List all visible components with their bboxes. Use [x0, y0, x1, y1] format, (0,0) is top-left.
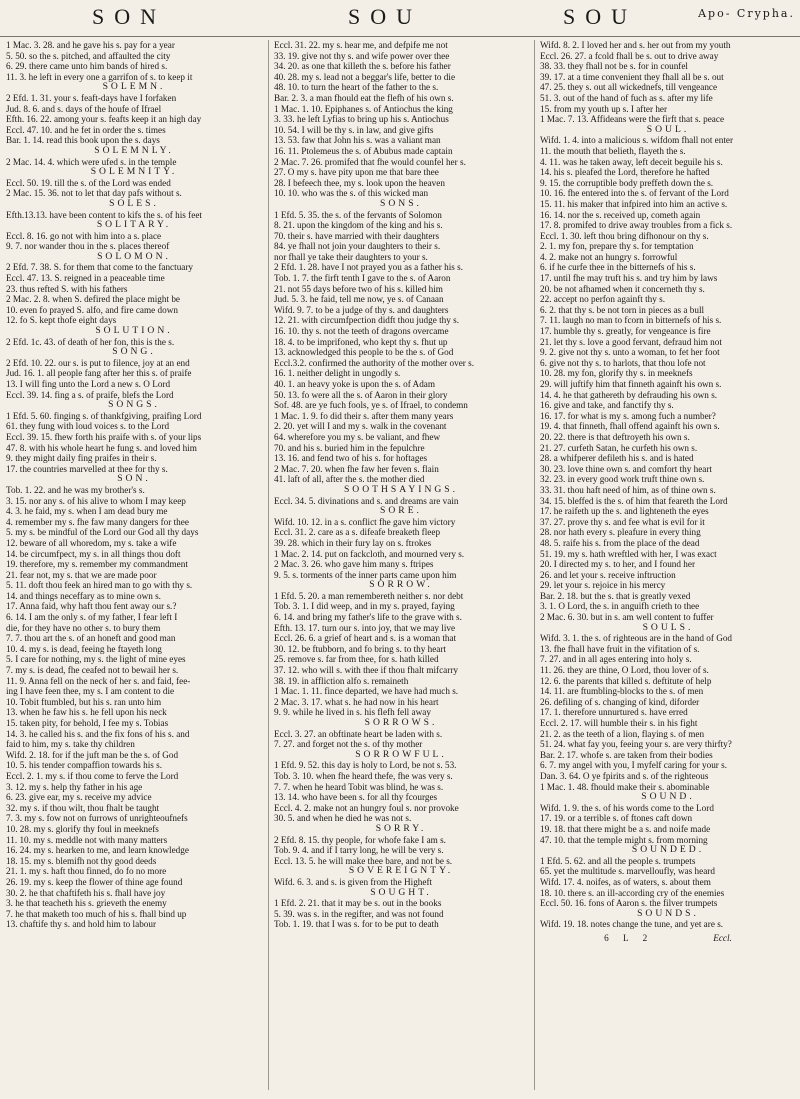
concordance-line: Tob. 3. 10. when fhe heard thefe, fhe was very s. [274, 770, 453, 781]
concordance-line: Efth.13.13. have been content to kifs the s. of his feet [6, 209, 202, 220]
concordance-line: 4. remember my s. fhe faw many dangers for thee [6, 516, 189, 527]
concordance-line: 1 Mac. 3. 28. and he gave his s. pay for a year [6, 40, 175, 50]
concordance-line: 2 Mac. 3. 26. who gave him many s. ftripes [274, 559, 434, 570]
concordance-line: 32. 23. in every good work truft thine own s. [540, 474, 705, 485]
concordance-line: 15. taken pity, for behold, I fee my s. Tobias [6, 718, 169, 728]
concordance-line: 2 Efd. 8. 15. thy people, for whofe fake I am s. [274, 834, 446, 845]
concordance-line: Eccl. 8. 16. go not with him into a s. place [6, 230, 162, 241]
concordance-line: 20. 22. there is that deftroyeth his own s. [540, 431, 690, 442]
concordance-line: faid to him, my s. take thy children [6, 739, 135, 750]
concordance-line: 6. 7. my angel with you, I myfelf caring for your s. [540, 760, 728, 771]
concordance-line: Eccl. 1. 30. left thou bring difhonour on thy s. [540, 230, 709, 241]
concordance-line: 7. 7. when he heard Tobit was blind, he was s. [274, 781, 444, 792]
concordance-line: 2. 20. yet will I and my s. walk in the covenant [274, 421, 447, 432]
concordance-line: 17. 8. promifed to drive away troubles from a fick s. [540, 220, 733, 231]
concordance-line: 84. ye fhall not join your daughters to their s. [274, 241, 441, 252]
concordance-line: 2 Efd. 10. 22. our s. is put to filence, joy at an end [6, 357, 190, 368]
concordance-line: 10. 10. who was the s. of this wicked man [274, 188, 429, 199]
header-rule [0, 36, 800, 37]
entry-headword: SOUL. [646, 123, 690, 135]
concordance-line: 51. 3. out of the hand of fuch as s. after my life [540, 92, 713, 103]
concordance-line: 21. let thy s. love a good fervant, defraud him not [540, 336, 722, 347]
concordance-line: Wifd. 17. 4. noifes, as of waters, s. about them [540, 876, 711, 887]
column-1 [6, 40, 262, 1090]
entry-headword: SOLEMNITY. [90, 166, 178, 178]
concordance-line: 70. their s. have married with their daughters [274, 230, 440, 241]
concordance-line: 10. 4. my s. is dead, feeing he ftayeth long [6, 643, 162, 654]
running-head-left: SON [91, 4, 166, 29]
concordance-line: 16. 10. thy s. not the teeth of dragons overcame [274, 326, 449, 337]
concordance-line: 17. the countries marvelled at thee for thy s. [6, 463, 168, 474]
concordance-line: 26. defiling of s. changing of kind, diforder [540, 696, 700, 707]
concordance-line: 13. 53. faw that John his s. was a valiant man [274, 135, 441, 146]
concordance-line: 10. 28. my fon, glorify thy s. in meeknefs [540, 368, 693, 379]
concordance-line: 2 Mac. 2. 8. when S. defired the place might be [6, 294, 181, 305]
concordance-line: 20. I directed my s. to her, and I found her [540, 559, 696, 570]
concordance-line: 9. 5. s. torments of the inner parts came upon him [274, 569, 457, 580]
concordance-line: 14. and things neceffary as to mine own s. [6, 590, 161, 601]
concordance-line: 25. remove s. far from thee, for s. hath killed [274, 654, 439, 665]
concordance-line: Bar. 1. 14. read this book upon the s. days [6, 135, 160, 146]
entry-headword: SORROWFUL. [355, 748, 447, 760]
concordance-line: 6. if he curfe thee in the bitternefs of his s. [540, 262, 696, 273]
concordance-line: 18. 4. to be imprifoned, who kept thy s. fhut up [274, 336, 448, 347]
concordance-line: 13. chaftife thy s. and hold him to labour [6, 919, 157, 930]
concordance-line: 15. 11. his maker that infpired into him an active s. [540, 198, 728, 209]
concordance-line: 13. 14. who have been s. for all thy fcourges [274, 792, 438, 803]
concordance-line: 26. 19. my s. keep the flower of thine age found [6, 876, 183, 887]
concordance-line: 16. 17. for what is my s. among fuch a number? [540, 410, 716, 421]
concordance-line: 64. wherefore you my s. be valiant, and fhew [274, 431, 441, 442]
concordance-line: 1 Efd. 9. 52. this day is holy to Lord, be not s. 53. [274, 760, 457, 771]
concordance-line: ing I have feen thee, my s. I am content to die [6, 686, 175, 697]
entry-headword: SOLUTION. [95, 325, 173, 337]
concordance-line: Wifd. 3. 1. the s. of righteous are in the hand of God [540, 633, 733, 644]
concordance-line: 21. 2. as the teeth of a lion, flaying s. of men [540, 728, 705, 739]
concordance-line: 48. 10. to turn the heart of the father to the s. [274, 82, 439, 93]
concordance-line: 38. 33. they fhall not be s. for in counfel [540, 61, 688, 72]
concordance-line: 8. 21. upon the kingdom of the king and his s. [274, 220, 443, 231]
concordance-line: 10. 28. my s. glorify thy foul in meeknefs [6, 823, 159, 834]
concordance-line: Tob. 1. 22. and he was my brother's s. [6, 484, 145, 495]
concordance-line: 19. therefore, my s. remember my commandment [6, 559, 188, 570]
concordance-line: 39. 28. which in their fury lay on s. ftrokes [274, 537, 432, 548]
concordance-line: 21. 1. my s. haft thou finned, do fo no more [6, 866, 167, 877]
concordance-line: 2 Efd. 7. 38. S. for them that come to the fanctuary [6, 262, 194, 273]
concordance-line: 21. 27. curfeth Satan, he curfeth his own s. [540, 442, 698, 453]
concordance-line: 12. 21. with circumfpection didft thou judge thy s. [274, 315, 459, 326]
concordance-line: 18. 15. my s. blemifh not thy good deeds [6, 855, 157, 866]
concordance-line: 37. 27. prove thy s. and fee what is evil for it [540, 516, 705, 527]
concordance-line: Jud. 16. 1. all people fang after her this s. of praife [6, 368, 192, 379]
concordance-line: 14. 11. are ftumbling-blocks to the s. of men [540, 686, 704, 697]
concordance-line: 39. 17. at a time convenient they fhall all be s. out [540, 71, 724, 82]
concordance-line: 2. 1. my fon, prepare thy s. for temptation [540, 241, 694, 252]
concordance-line: Wifd. 19. 18. notes change the tune, and yet are s. [540, 919, 724, 930]
concordance-line: Eccl. 2. 1. my s. if thou come to ferve the Lord [6, 770, 179, 781]
concordance-line: Eccl. 39. 14. fing a s. of praife, blefs the Lord [6, 389, 174, 400]
concordance-line: Efth. 13. 17. turn our s. into joy, that we may live [274, 622, 456, 633]
concordance-line: 11. the mouth that belieth, flayeth the s. [540, 145, 686, 156]
concordance-line: Dan. 3. 64. O ye fpirits and s. of the righteous [540, 770, 709, 781]
concordance-line: 2 Mac. 7. 20. when fhe faw her feven s. flain [274, 463, 439, 474]
entry-headword: SOUND. [641, 791, 695, 803]
concordance-line: 30. 5. and when he died he was not s. [274, 813, 412, 824]
concordance-line: 7. he that maketh too much of his s. fhall bind up [6, 908, 187, 919]
concordance-line: 20. be not afhamed when it concerneth thy s. [540, 283, 705, 294]
concordance-line: 5. 11. doft thou feek an hired man to go with thy s. [6, 580, 193, 591]
concordance-line: Wifd. 1. 9. the s. of his words come to the Lord [540, 802, 714, 813]
concordance-line: Efth. 16. 22. among your s. feafts keep it an high day [6, 114, 202, 125]
concordance-line: 7. 11. laugh no man to fcorn in bitternefs of his s. [540, 315, 722, 326]
concordance-line: 9. 2. give not thy s. unto a woman, to fet her foot [540, 347, 720, 358]
concordance-line: Wifd. 10. 12. in a s. conflict fhe gave him victory [274, 516, 456, 527]
concordance-line: 30. 2. he that chaftifeth his s. fhall have joy [6, 887, 166, 898]
concordance-line: 5. 39. was s. in the regifter, and was not found [274, 908, 444, 919]
concordance-line: 50. 13. fo were all the s. of Aaron in their glory [274, 389, 448, 400]
concordance-line: 3. 33. he left Lyfias to bring up his s. Antiochus [274, 114, 449, 125]
concordance-line: 18. 10. there s. an ill-according cry of the enemies [540, 887, 725, 898]
concordance-line: 47. 8. with his whole heart he fung s. and loved him [6, 442, 197, 453]
concordance-line: 1 Efd. 2. 21. that it may be s. out in the books [274, 898, 442, 909]
concordance-line: 5. I care for nothing, my s. the light of mine eyes [6, 654, 186, 665]
concordance-line: Bar. 2. 17. whofe s. are taken from their bodies [540, 749, 713, 760]
concordance-line: 19. 18. that there might be a s. and noife made [540, 823, 711, 834]
concordance-line: 28. a whifperer defileth his s. and is hated [540, 453, 694, 464]
concordance-line: 11. 26. they are thine, O Lord, thou lover of s. [540, 665, 709, 676]
concordance-line: Eccl. 26. 27. a fcold fhall be s. out to drive away [540, 50, 719, 61]
entry-headword: SON. [117, 473, 151, 485]
concordance-line: 17. humble thy s. greatly, for vengeance is fire [540, 326, 711, 337]
concordance-line: 16. 1. neither delight in ungodly s. [274, 368, 401, 379]
concordance-line: 34. 15. bleffed is the s. of him that feareth the Lord [540, 495, 728, 506]
concordance-line: 9. 7. nor wander thou in the s. places thereof [6, 241, 170, 252]
concordance-line: Tob. 9. 4. and if I tarry long, he will be very s. [274, 845, 444, 856]
concordance-line: Jud. 8. 6. and s. days of the houfe of Ifrael [6, 103, 162, 114]
concordance-line: Wifd. 1. 4. into a malicious s. wifdom fhall not enter [540, 135, 734, 146]
concordance-line: Eccl. 26. 6. a grief of heart and s. is a woman that [274, 633, 457, 644]
entry-headword: SORE. [380, 505, 422, 517]
concordance-line: 1 Mac. 1. 10. Epiphanes s. of Antiochus the king [274, 103, 453, 114]
concordance-line: 11. 3. he left in every one a garrifon of s. to keep it [6, 71, 193, 82]
concordance-line: 10. 5. his tender compaffion towards his s. [6, 760, 162, 771]
concordance-line: Eccl. 13. 5. he will make thee bare, and not be s. [274, 855, 453, 866]
concordance-line: 14. be circumfpect, my s. in all things thou doft [6, 548, 181, 559]
concordance-line: 9. they might daily fing praifes in their s. [6, 453, 157, 464]
concordance-line: 3. he that teacheth his s. grieveth the enemy [6, 898, 167, 909]
concordance-line: 16. 14. nor the s. received up, cometh again [540, 209, 701, 220]
concordance-line: 16. 11. Ptolemeus the s. of Abubus made captain [274, 145, 453, 156]
entry-headword: SONS. [380, 197, 422, 209]
concordance-line: 1 Efd. 5. 60. finging s. of thankfgiving, praifing Lord [6, 410, 202, 421]
concordance-line: 16. 24. my s. hearken to me, and learn knowledge [6, 845, 189, 856]
concordance-line: 2 Efd. 1c. 43. of death of her fon, this is the s. [6, 336, 175, 347]
concordance-line: 47. 10. that the temple might s. from morning [540, 834, 708, 845]
concordance-line: 9. 15. the corruptible body preffeth down the s. [540, 177, 714, 188]
concordance-line: Tob. 1. 19. that I was s. for to be put to death [274, 919, 439, 930]
concordance-line: 11. 10. my s. meddle not with many matters [6, 834, 168, 845]
concordance-line: 40. 28. my s. lead not a beggar's life, better to die [274, 71, 456, 82]
concordance-line: 17. 1. therefore unnurtured s. have erred [540, 707, 688, 718]
concordance-line: 14. 3. he called his s. and the fix fons of his s. and [6, 728, 190, 739]
concordance-line: 40. 1. an heavy yoke is upon the s. of Adam [274, 379, 436, 389]
concordance-line: 17. he raifeth up the s. and lighteneth the eyes [540, 506, 709, 517]
concordance-line: Eccl. 39. 15. fhew forth his praife with s. of your lips [6, 431, 202, 442]
concordance-line: 13. 16. and fend two of his s. for hoftages [274, 453, 428, 464]
concordance-line: 7. 3. my s. fow not on furrows of unrighteoufnefs [6, 813, 188, 824]
concordance-line: 2 Mac. 3. 17. what s. he had now in his heart [274, 696, 439, 707]
concordance-line: 14. his s. pleafed the Lord, therefore he hafted [540, 167, 710, 178]
concordance-line: Tob. 3. 1. I did weep, and in my s. prayed, faying [274, 601, 455, 612]
concordance-line: 28. nor hath every s. pleafure in every thing [540, 527, 701, 538]
entry-headword: SOLEMN. [102, 81, 166, 93]
entry-headword: SOUGHT. [370, 886, 432, 898]
entry-headword: SOLES. [109, 197, 159, 209]
concordance-line: Eccl.3.2. confirmed the authority of the mother over s. [274, 357, 475, 368]
running-head-right: SOU [562, 4, 637, 29]
concordance-line: 13. fhe fhall have fruit in the vifitation of s. [540, 643, 700, 654]
concordance-line: 38. 19. in affliction alfo s. remaineth [274, 675, 409, 686]
concordance-line: Wifd. 8. 2. I loved her and s. her out from my youth [540, 40, 731, 50]
concordance-line: 6. 23. give ear, my s. receive my advice [6, 792, 152, 803]
entry-headword: SOLOMON. [97, 250, 171, 262]
concordance-line: 10. 54. I will be thy s. in law, and give gifts [274, 124, 434, 135]
concordance-line: 4. 11. was he taken away, left deceit beguile his s. [540, 156, 723, 167]
concordance-line: 11. 9. Anna fell on the neck of her s. and faid, fee- [6, 675, 191, 686]
concordance-line: Wifd. 6. 3. and s. is given from the Higheft [274, 876, 433, 887]
concordance-line: 34. 20. as one that killeth the s. before his father [274, 61, 451, 72]
concordance-line: 13. when he faw his s. he fell upon his neck [6, 707, 167, 718]
concordance-line: 21. not 55 days before two of his s. killed him [274, 283, 443, 294]
concordance-line: 47. 25. they s. out all wickednefs, till vengeance [540, 82, 718, 93]
concordance-line: 2 Mac. 6. 30. but in s. am well content to fuffer [540, 612, 714, 623]
concordance-line: 7. 27. and in all ages entering into holy s. [540, 654, 692, 665]
concordance-line: Bar. 2. 18. but the s. that is greatly vexed [540, 590, 691, 601]
concordance-line: 32. my s. if thou wilt, thou fhalt be taught [6, 802, 160, 813]
concordance-line: 51. 19. my s. hath wreftled with her, I was exact [540, 548, 717, 559]
concordance-line: 6. 29. there came unto him bands of hired s. [6, 61, 168, 72]
page-footer [540, 933, 796, 944]
concordance-line: 16. give and take, and fanctify thy s. [540, 400, 674, 411]
concordance-line: 5. 50. so the s. pitched, and affaulted the city [6, 50, 171, 61]
concordance-line: 9. 9. while he lived in s. his flefh fell away [274, 707, 431, 718]
concordance-line: Eccl. 47. 10. and he fet in order the s. times [6, 124, 166, 135]
concordance-line: Eccl. 31. 2. care as a s. difeafe breaketh fleep [274, 527, 441, 538]
concordance-line: 3. 1. O Lord, the s. in anguifh crieth to thee [540, 601, 700, 612]
concordance-line: 28. I befeech thee, my s. look upon the heaven [274, 177, 445, 188]
catchword: Eccl. [713, 932, 732, 943]
concordance-line: 7. 7. thou art the s. of an honeft and good man [6, 633, 176, 644]
concordance-line: 17. Anna faid, why haft thou fent away our s.? [6, 601, 177, 612]
entry-headword: SONG. [112, 346, 156, 358]
concordance-line: 2 Efd. 1. 28. have I not prayed you as a father his s. [274, 262, 464, 273]
concordance-line: 17. 19. or a terrible s. of ftones caft down [540, 813, 693, 824]
concordance-line: 13. acknowledged this people to be the s. of God [274, 347, 454, 358]
concordance-line: 2 Efd. 1. 31. your s. feaft-days have I forfaken [6, 92, 177, 103]
concordance-line: 6. 14. I am the only s. of my father, I fear left I [6, 612, 178, 623]
concordance-line: 1 Efd. 5. 62. and all the people s. trumpets [540, 855, 696, 866]
entry-headword: SOLEMNLY. [94, 144, 174, 156]
concordance-line: 23. thus refted S. with his fathers [6, 283, 128, 294]
entry-headword: SOOTHSAYINGS. [343, 483, 459, 495]
concordance-line: 19. 4. that finneth, fhall offend againft his own s. [540, 421, 720, 432]
concordance-line: 33. 19. give not thy s. and wife power over thee [274, 50, 450, 61]
concordance-line: 1 Mac. 7. 13. Affideans were the firft that s. peace [540, 114, 725, 125]
concordance-line: 10. 16. fhe entered into the s. of fervant of the Lord [540, 188, 729, 199]
concordance-line: Eccl. 47. 13. S. reigned in a peaceable time [6, 273, 165, 284]
concordance-line: Sof. 48. are ye fuch fools, ye s. of Ifrael, to condemn [274, 400, 468, 411]
concordance-line: Wifd. 9. 7. to be a judge of thy s. and daughters [274, 304, 449, 315]
concordance-line: 21. fear not, my s. that we are made poor [6, 569, 157, 580]
concordance-line: 6. 14. and bring my father's life to the grave with s. [274, 612, 462, 623]
concordance-line: 3. 12. my s. help thy father in his age [6, 781, 143, 792]
concordance-line: 4. 2. make not an hungry s. forrowful [540, 251, 678, 262]
signature-mark: 6 L 2 [604, 932, 654, 943]
concordance-line: 1 Efd. 5. 35. the s. of the fervants of Solomon [274, 209, 442, 220]
concordance-line: 1 Efd. 5. 20. a man remembereth neither s. nor debt [274, 590, 464, 601]
concordance-line: nor fhall ye take their daughters to your s. [274, 251, 428, 262]
concordance-line: Eccl. 4. 2. make not an hungry foul s. nor provoke [274, 802, 459, 813]
concordance-line: 2 Mac. 14. 4. which were ufed s. in the temple [6, 156, 177, 167]
concordance-line: 48. 5. raife his s. from the place of the dead [540, 537, 700, 548]
entry-headword: SOVEREIGNTY. [348, 865, 454, 877]
concordance-line: 29. will juftify him that finneth againft his own s. [540, 379, 722, 389]
concordance-line: 30. 23. love thine own s. and comfort thy heart [540, 463, 712, 474]
apocrypha-label: Apo- Crypha. [698, 7, 795, 20]
concordance-line: 29. let your s. rejoice in his mercy [540, 580, 666, 591]
concordance-line: 6. give not thy s. to harlots, that thou lofe not [540, 357, 706, 368]
concordance-line: 2 Mac. 15. 36. not to let that day pafs without s. [6, 188, 182, 199]
concordance-line: 10. even fo prayed S. alfo, and fire came down [6, 304, 178, 315]
concordance-line: 12. 6. the parents that killed s. deftitute of help [540, 675, 712, 686]
concordance-line: Tob. 1. 7. the firft tenth I gave to the s. of Aaron [274, 273, 451, 284]
concordance-line: Bar. 2. 3. a man fhould eat the flefh of his own s. [274, 92, 454, 103]
concordance-line: die, for they have no other s. to bury them [6, 622, 161, 633]
column-2 [274, 40, 528, 1090]
concordance-line: Eccl. 50. 19. till the s. of the Lord was ended [6, 177, 171, 188]
concordance-line: 1 Mac. 1. 48. fhould make their s. abominable [540, 781, 710, 792]
concordance-line: 65. yet the multitude s. marvelloufly, was heard [540, 866, 715, 877]
concordance-line: 4. 3. he faid, my s. when I am dead bury me [6, 506, 168, 517]
concordance-line: 33. 31. thou haft need of him, as of thine own s. [540, 484, 716, 495]
concordance-line: 41. laft of all, after the s. the mother died [274, 474, 425, 485]
column-divider-1 [268, 40, 269, 1090]
concordance-line: 22. accept no perfon againft thy s. [540, 294, 666, 305]
concordance-line: 51. 24. what fay you, feeing your s. are very thirfty? [540, 739, 732, 750]
concordance-line: 15. from my youth up s. I after her [540, 103, 668, 114]
concordance-line: 7. 27. and forget not the s. of thy mother [274, 739, 423, 750]
concordance-line: 30. 12. be ftubborn, and fo bring s. to thy heart [274, 643, 446, 654]
concordance-line: 2 Mac. 7. 26. promifed that fhe would counfel her s. [274, 156, 466, 167]
concordance-line: Eccl. 34. 5. divinations and s. and dreams are vain [274, 495, 459, 506]
running-head-center: SOU [347, 4, 422, 29]
concordance-line: Eccl. 50. 16. fons of Aaron s. the filver trumpets [540, 898, 718, 909]
concordance-line: 17. until fhe may truft his s. and try him by laws [540, 273, 718, 284]
entry-headword: SOULS. [642, 621, 694, 633]
concordance-line: Eccl. 31. 22. my s. hear me, and defpife me not [274, 40, 448, 50]
concordance-line: 3. 15. nor any s. of his alive to whom I may keep [6, 495, 186, 506]
concordance-line: 13. I will fing unto the Lord a new s. O Lord [6, 379, 171, 389]
entry-headword: SOLITARY. [96, 219, 172, 231]
concordance-line: 27. O my s. have pity upon me that bare thee [274, 167, 439, 178]
concordance-line: 5. my s. be mindful of the Lord our God all thy days [6, 527, 199, 538]
entry-headword: SOUNDED. [631, 844, 705, 856]
concordance-line: 12. beware of all whoredom, my s. take a wife [6, 537, 177, 548]
concordance-line: 37. 12. who will s. with thee if thou fhalt mifcarry [274, 665, 458, 676]
concordance-line: 14. 4. he that gathereth by defrauding his own s. [540, 389, 718, 400]
entry-headword: SONGS. [108, 399, 160, 411]
concordance-line: 10. Tobit ftumbled, but his s. ran unto him [6, 696, 162, 707]
column-divider-2 [534, 40, 535, 1090]
entry-headword: SORROWS. [364, 717, 438, 728]
concordance-line: 6. 2. that thy s. be not torn in pieces as a bull [540, 304, 705, 315]
concordance-line: 61. they fung with loud voices s. to the Lord [6, 421, 170, 432]
column-3 [540, 40, 796, 1090]
entry-headword: SORROW. [369, 579, 433, 591]
concordance-line: 26. and let your s. receive inftruction [540, 569, 676, 580]
entry-headword: SORRY. [375, 822, 427, 834]
concordance-line: 70. and his s. buried him in the fepulchre [274, 442, 425, 453]
concordance-line: 1 Mac. 1. 9. fo did their s. after them many years [274, 410, 454, 421]
concordance-line: 7. my s. is dead, fhe ceafed not to bewail her s. [6, 665, 179, 676]
concordance-line: Eccl. 3. 27. an obftinate heart be laden with s. [274, 728, 443, 739]
concordance-line: 12. fo S. kept thofe eight days [6, 315, 117, 326]
concordance-line: Wifd. 2. 18. for if the juft man be the s. of God [6, 749, 179, 760]
concordance-line: 1 Mac. 2. 14. put on fackcloth, and mourned very s. [274, 548, 465, 559]
entry-headword: SOUNDS. [637, 907, 699, 919]
concordance-line: Eccl. 2. 17. will humble their s. in his fight [540, 718, 698, 728]
concordance-line: 1 Mac. 1. 11. fince departed, we have had much s. [274, 686, 459, 697]
concordance-line: Jud. 5. 3. he faid, tell me now, ye s. of Canaan [274, 294, 444, 305]
